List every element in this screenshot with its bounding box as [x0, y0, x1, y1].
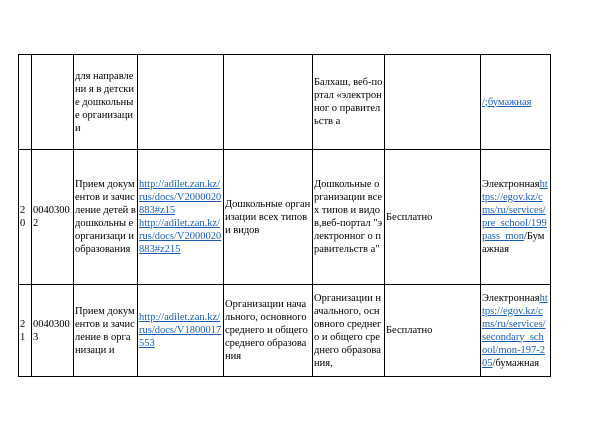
- egov-service-link[interactable]: https://egov.kz/cms/ru/services/pre_school/199pass_mon: [482, 179, 548, 242]
- channel-cell: Организации начального, основного среднего и общего среднего образования,: [313, 285, 385, 377]
- provider-cell: Организации начального, основного среднего и общего среднего образования: [224, 285, 313, 377]
- service-code-cell: 00403002: [32, 150, 74, 285]
- service-code-cell: 00403003: [32, 285, 74, 377]
- legal-links-cell: [138, 150, 224, 285]
- legal-links-cell: [138, 285, 224, 377]
- form-cell: [481, 285, 551, 377]
- service-name-cell: для направлени я в детские дошкольны е организаци и: [74, 55, 138, 150]
- legal-links-cell: [138, 55, 224, 150]
- form-suffix-link[interactable]: /;бумажная: [482, 96, 532, 108]
- row-number-cell: [19, 55, 32, 150]
- form-cell: [481, 150, 551, 285]
- form-prefix: Электронная: [482, 292, 540, 304]
- form-suffix: /бумажная: [492, 357, 540, 369]
- form-prefix: Электронная: [482, 179, 540, 190]
- egov-service-link[interactable]: https://egov.kz/cms/ru/services/secondary_school/mon-197-205: [482, 292, 548, 369]
- cost-cell: [385, 55, 481, 150]
- table-row: [19, 150, 551, 285]
- row-number-cell: 20: [19, 150, 32, 285]
- table-row: [19, 55, 551, 150]
- service-code-cell: [32, 55, 74, 150]
- channel-cell: Балхаш, веб-портал «электронног о правительств а: [313, 55, 385, 150]
- cost-cell: Бесплатно: [385, 285, 481, 377]
- provider-cell: [224, 55, 313, 150]
- legal-link[interactable]: http://adilet.zan.kz/rus/docs/V1800017553: [139, 312, 222, 349]
- services-table: [18, 54, 551, 377]
- cost-cell: Бесплатно: [385, 150, 481, 285]
- form-suffix: /Бумажная: [482, 231, 545, 255]
- provider-cell: Дошкольные организации всех типов и видов: [224, 150, 313, 285]
- table-row: [19, 285, 551, 377]
- service-name-cell: Прием документов и зачисление детей в дошкольны е организаци и образования: [74, 150, 138, 285]
- legal-link[interactable]: http://adilet.zan.kz/rus/docs/V2000020883#z215: [139, 218, 222, 255]
- legal-link[interactable]: http://adilet.zan.kz/rus/docs/V2000020883#z15: [139, 179, 222, 216]
- row-number-cell: 21: [19, 285, 32, 377]
- form-cell: [481, 55, 551, 150]
- channel-cell: Дошкольные организации всех типов и видов,веб-портал "электронног о правительств а": [313, 150, 385, 285]
- service-name-cell: Прием документов и зачисление в организаци и: [74, 285, 138, 377]
